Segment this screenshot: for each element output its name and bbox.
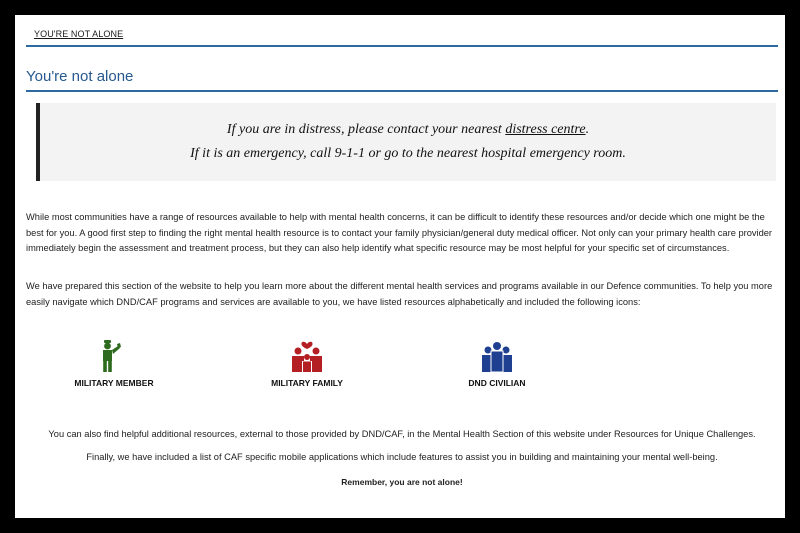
page-title: You're not alone (26, 68, 134, 85)
page-frame (15, 15, 785, 518)
icons-paragraph: We have prepared this section of the website to help you learn more about the different mental health services and programs available in our Defence communities. To help you more easily navigate which DND/CAF programs and services are available to you, we have listed resources alphabetically and included the following icons: (26, 281, 773, 307)
alert-line-2: If it is an emergency, call 9-1-1 or go to the nearest hospital emergency room. (190, 146, 626, 161)
military-member-label: MILITARY MEMBER (74, 378, 154, 388)
military-family-legend (247, 340, 367, 388)
distress-centre-link[interactable]: distress centre (505, 122, 586, 137)
title-divider (26, 90, 778, 92)
mobile-apps-paragraph: Finally, we have included a list of CAF specific mobile applications which include features to assist you in building and maintaining your mental well-being. (86, 452, 718, 462)
civilian-group-icon (481, 340, 513, 372)
military-family-label: MILITARY FAMILY (271, 378, 343, 388)
breadcrumb (26, 26, 778, 47)
alert-line-1-suffix: . (585, 122, 590, 137)
alert-line-1-prefix: If you are in distress, please contact your nearest (226, 122, 506, 137)
distress-alert-box (36, 103, 776, 181)
breadcrumb-link[interactable]: YOU'RE NOT ALONE (34, 29, 124, 39)
family-heart-icon (290, 340, 324, 372)
saluting-soldier-icon (100, 340, 128, 372)
alert-line-1 (40, 122, 776, 138)
intro-paragraph: While most communities have a range of resources available to help with mental health concerns, it can be difficult to identify these resources and/or decide which one might be the best for you. A good first step to finding the right mental health resource is to contact your family physician/general duty medical officer. Not only can your primary health care provider immediately begin the assessment and treatment process, but they can also help identify what specific resource may be most helpful for your specific set of circumstances. (26, 212, 773, 253)
dnd-civilian-legend (437, 340, 557, 388)
military-member-legend (54, 340, 174, 388)
dnd-civilian-label: DND CIVILIAN (468, 378, 526, 388)
closing-statement: Remember, you are not alone! (341, 477, 463, 487)
external-resources-paragraph: You can also find helpful additional resources, external to those provided by DND/CAF, in the Mental Health Section of this website under Resources for Unique Challenges. (48, 429, 756, 439)
